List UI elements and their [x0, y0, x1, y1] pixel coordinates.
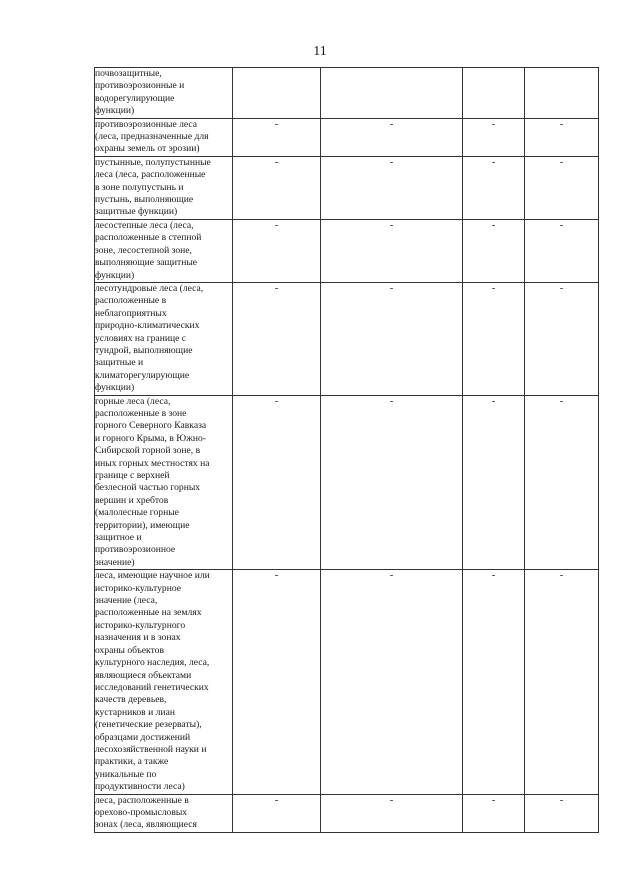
table-row [95, 570, 599, 794]
table-row [95, 156, 599, 219]
row-value-cell: - [463, 219, 525, 282]
row-value-cell: - [321, 395, 463, 570]
row-value-cell [233, 68, 321, 119]
row-value-cell: - [233, 282, 321, 395]
table-row [95, 118, 599, 156]
row-value-cell: - [525, 570, 599, 794]
table-row [95, 282, 599, 395]
row-value-cell: - [321, 570, 463, 794]
row-value-cell: - [525, 219, 599, 282]
row-value-cell: - [233, 570, 321, 794]
row-description: леса, расположенные в орехово-промысловых зонах (леса, являющиеся [95, 794, 233, 832]
row-description: почвозащитные, противоэрозионные и водорегулирующие функции) [95, 68, 233, 119]
row-value-cell [463, 68, 525, 119]
row-value-cell: - [463, 156, 525, 219]
table-row [95, 395, 599, 570]
row-description: леса, имеющие научное или историко-культурное значение (леса, расположенные на землях историко-культурного назначения и в зонах охраны объектов культурного наследия, леса, являющиеся объектами исследований генетических качеств деревьев, кустарников и лиан (генетические резерваты), образцами достижений лесохозяйственной науки и практики, а также уникальные по продуктивности леса) [95, 570, 233, 794]
row-value-cell: - [233, 156, 321, 219]
row-value-cell [321, 68, 463, 119]
page-number: 11 [313, 44, 327, 59]
row-value-cell: - [463, 282, 525, 395]
row-value-cell: - [463, 395, 525, 570]
forest-category-table [94, 67, 599, 833]
row-value-cell [525, 68, 599, 119]
row-value-cell: - [233, 219, 321, 282]
row-value-cell: - [321, 156, 463, 219]
row-value-cell: - [233, 118, 321, 156]
row-value-cell: - [321, 219, 463, 282]
row-value-cell: - [525, 282, 599, 395]
row-value-cell: - [525, 118, 599, 156]
row-description: противоэрозионные леса (леса, предназначенные для охраны земель от эрозии) [95, 118, 233, 156]
table-row [95, 68, 599, 119]
row-description: лесотундровые леса (леса, расположенные в неблагоприятных природно-климатических условиях на границе с тундрой, выполняющие защитные и климаторегулирующие функции) [95, 282, 233, 395]
row-value-cell: - [525, 156, 599, 219]
row-value-cell: - [463, 570, 525, 794]
table-row [95, 219, 599, 282]
row-value-cell: - [321, 282, 463, 395]
table-row [95, 794, 599, 832]
row-value-cell: - [525, 395, 599, 570]
row-value-cell: - [233, 794, 321, 832]
row-value-cell: - [463, 118, 525, 156]
row-value-cell: - [321, 794, 463, 832]
row-value-cell: - [463, 794, 525, 832]
row-description: горные леса (леса, расположенные в зоне горного Северного Кавказа и горного Крыма, в Южно- Сибирской горной зоне, в иных горных местностях на границе с верхней безлесной частью горных вершин и хребтов (малолесные горные территории), имеющие защитное и противоэрозионное значение) [95, 395, 233, 570]
row-value-cell: - [233, 395, 321, 570]
row-value-cell: - [321, 118, 463, 156]
row-value-cell: - [525, 794, 599, 832]
row-description: пустынные, полупустынные леса (леса, расположенные в зоне полупустынь и пустынь, выполняющие защитные функции) [95, 156, 233, 219]
row-description: лесостепные леса (леса, расположенные в степной зоне, лесостепной зоне, выполняющие защитные функции) [95, 219, 233, 282]
